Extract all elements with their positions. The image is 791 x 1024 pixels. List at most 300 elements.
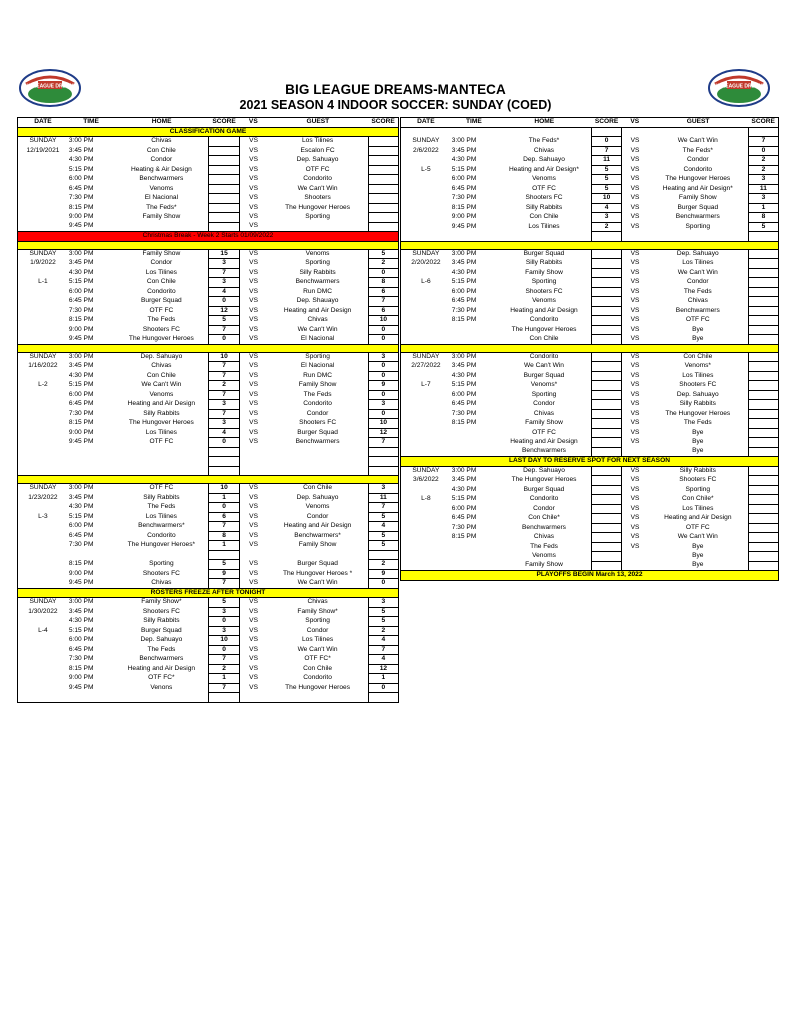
guest-team: Heating and Air Design*	[662, 184, 733, 192]
home-team: Con Chile*	[528, 514, 560, 521]
vs-label: VS	[630, 476, 640, 483]
game-date	[401, 203, 451, 213]
guest-score	[748, 561, 778, 571]
game-date	[401, 232, 451, 242]
guest-score: 0	[368, 579, 398, 589]
home-team: Family Show	[525, 561, 563, 569]
game-time: 9:45 PM	[68, 334, 94, 342]
game-row	[401, 232, 779, 242]
game-time: 3:00 PM	[68, 137, 94, 145]
column-header-vs: VS	[622, 118, 648, 128]
home-team	[114, 447, 209, 457]
game-time: 7:30 PM	[451, 194, 477, 201]
game-row	[401, 316, 779, 326]
home-team: Heating and Air Design	[127, 664, 196, 672]
game-row	[18, 693, 399, 703]
guest-team: Silly Rabbits	[679, 400, 716, 407]
game-row	[401, 165, 779, 175]
vs-label: VS	[630, 485, 640, 493]
game-time: 7:30 PM	[68, 194, 94, 201]
game-time: 3:00 PM	[451, 352, 477, 360]
guest-score: 3	[748, 194, 778, 204]
guest-score	[368, 165, 398, 175]
guest-team: We Can't Win	[677, 533, 718, 540]
game-date	[401, 485, 451, 495]
home-team: The Feds	[147, 316, 176, 323]
guest-score: 2	[368, 560, 398, 570]
home-score	[592, 249, 622, 259]
guest-score	[748, 533, 778, 543]
game-row	[18, 175, 399, 185]
home-team: Benchwarmers	[139, 175, 184, 182]
vs-label: VS	[249, 674, 258, 681]
home-score	[592, 533, 622, 543]
guest-score	[748, 428, 778, 438]
vs-label: VS	[630, 334, 640, 342]
game-time: 9:00 PM	[68, 325, 94, 333]
game-time: 5:15 PM	[68, 278, 94, 285]
guest-score: 1	[748, 203, 778, 213]
guest-score: 0	[368, 371, 398, 381]
guest-team: Bye	[692, 334, 704, 342]
home-score: 7	[209, 683, 239, 693]
separator-bar	[18, 241, 399, 249]
guest-team: Venoms	[305, 503, 330, 510]
game-row	[401, 476, 779, 486]
home-team: Condor	[150, 259, 173, 266]
column-header-date: DATE	[18, 118, 68, 128]
guest-score	[748, 523, 778, 533]
vs-label: VS	[630, 268, 640, 276]
guest-score: 3	[368, 598, 398, 608]
home-team: Dep. Sahuayo	[523, 466, 565, 474]
game-time: 3:45 PM	[68, 146, 94, 154]
vs-label: VS	[249, 156, 258, 163]
home-score	[592, 268, 622, 278]
home-score: 0	[209, 617, 239, 627]
game-row	[401, 371, 779, 381]
guest-team: Heating and Air Design	[664, 514, 732, 521]
game-date: SUNDAY	[412, 137, 440, 144]
game-time: 4:30 PM	[451, 268, 477, 276]
home-team	[114, 693, 209, 703]
guest-score	[748, 552, 778, 562]
home-score: 0	[209, 438, 239, 448]
game-row	[18, 203, 399, 213]
guest-score: 7	[368, 438, 398, 448]
column-header-time: TIME	[68, 118, 114, 128]
home-team: Burger Squad	[523, 485, 565, 493]
home-score	[592, 400, 622, 410]
game-time: 9:45 PM	[68, 683, 94, 691]
guest-score: 6	[368, 287, 398, 297]
home-team: Venoms	[532, 552, 556, 559]
guest-team: We Can't Win	[297, 184, 338, 192]
vs-label: VS	[630, 156, 640, 163]
guest-score	[748, 542, 778, 552]
guest-score: 10	[368, 316, 398, 326]
guest-team: Sporting	[305, 352, 330, 360]
home-score	[592, 371, 622, 381]
game-time: 9:00 PM	[451, 213, 477, 220]
game-date	[18, 636, 68, 646]
game-date	[401, 213, 451, 223]
guest-score: 5	[368, 541, 398, 551]
home-team: The Feds	[147, 503, 176, 510]
game-row	[18, 512, 399, 522]
schedule	[17, 117, 779, 790]
home-team: Family Show*	[141, 598, 182, 606]
guest-score	[748, 335, 778, 345]
game-row	[18, 213, 399, 223]
game-time	[68, 447, 114, 457]
guest-team: Escalon FC	[300, 146, 335, 154]
game-date	[401, 184, 451, 194]
vs-label: VS	[630, 259, 640, 266]
game-row	[18, 438, 399, 448]
guest-team: Con Chile*	[682, 495, 714, 502]
game-date: L-3	[38, 512, 48, 520]
game-date: L-2	[38, 381, 48, 388]
home-score: 7	[209, 655, 239, 665]
game-date	[18, 447, 68, 457]
home-score: 4	[209, 428, 239, 438]
guest-score: 3	[368, 484, 398, 494]
logo-text: BIG LEAGUE DREAMS	[711, 83, 767, 90]
home-team: The Hungover Heroes	[511, 476, 577, 483]
game-date: SUNDAY	[29, 352, 57, 360]
guest-team: We Can't Win	[677, 137, 718, 144]
game-time: 6:45 PM	[68, 297, 94, 304]
home-team: Heating and Air Design	[127, 400, 196, 407]
guest-score: 12	[368, 664, 398, 674]
home-score	[592, 381, 622, 391]
home-score: 4	[209, 287, 239, 297]
guest-team	[267, 693, 368, 703]
home-score: 0	[209, 335, 239, 345]
game-row	[401, 259, 779, 269]
home-score	[209, 165, 239, 175]
vs-label	[239, 693, 267, 703]
vs-label: VS	[249, 607, 258, 615]
game-row	[401, 249, 779, 259]
vs-label: VS	[630, 213, 640, 220]
vs-label: VS	[630, 523, 640, 531]
vs-label: VS	[249, 268, 258, 276]
guest-score: 5	[368, 607, 398, 617]
home-score: 3	[209, 400, 239, 410]
game-date	[18, 531, 68, 541]
game-date	[401, 156, 451, 166]
game-time	[451, 335, 497, 345]
home-score: 7	[209, 268, 239, 278]
vs-label: VS	[249, 316, 258, 323]
guest-team: The Hungover Heroes	[285, 203, 351, 211]
game-time: 3:00 PM	[451, 137, 477, 144]
guest-score: 10	[368, 419, 398, 429]
guest-score	[748, 352, 778, 362]
home-score: 7	[209, 390, 239, 400]
game-time	[451, 438, 497, 448]
home-score: 10	[209, 484, 239, 494]
guest-score: 8	[748, 213, 778, 223]
guest-score	[368, 222, 398, 232]
game-time: 4:30 PM	[68, 268, 94, 276]
guest-score	[368, 203, 398, 213]
home-team: Venoms	[532, 175, 556, 182]
game-row	[18, 541, 399, 551]
game-date: L-1	[38, 278, 48, 285]
game-time: 4:30 PM	[451, 371, 477, 379]
game-date	[401, 268, 451, 278]
home-score	[592, 232, 622, 242]
guest-score	[368, 175, 398, 185]
home-score	[592, 495, 622, 505]
home-score: 9	[209, 569, 239, 579]
game-time: 5:15 PM	[451, 381, 477, 388]
announcement-row	[401, 571, 779, 581]
guest-score: 4	[368, 655, 398, 665]
guest-score: 0	[368, 325, 398, 335]
guest-score: 6	[368, 306, 398, 316]
game-date: SUNDAY	[29, 137, 57, 145]
home-team: OTF FC	[149, 306, 174, 314]
game-time: 7:30 PM	[68, 409, 94, 417]
guest-team: Con Chile	[683, 352, 713, 360]
game-time: 3:45 PM	[68, 493, 94, 501]
guest-score	[368, 146, 398, 156]
game-date	[401, 552, 451, 562]
guest-team: Sporting	[305, 213, 330, 220]
vs-label: VS	[249, 664, 258, 672]
home-score: 0	[209, 645, 239, 655]
home-team: Benchwarmers	[522, 523, 566, 531]
home-score	[209, 184, 239, 194]
guest-team: Dep. Sahuayo	[296, 156, 339, 163]
game-date	[18, 287, 68, 297]
home-score	[592, 552, 622, 562]
guest-score	[748, 232, 778, 242]
game-date: SUNDAY	[29, 598, 57, 606]
game-row	[18, 137, 399, 147]
game-date	[401, 504, 451, 514]
game-time: 6:45 PM	[451, 297, 477, 304]
game-row	[18, 579, 399, 589]
game-date	[18, 617, 68, 627]
home-team: Chivas	[151, 578, 172, 586]
game-date	[18, 325, 68, 335]
game-time: 3:00 PM	[68, 352, 94, 360]
home-score	[592, 352, 622, 362]
game-time: 8:15 PM	[68, 203, 94, 211]
home-score: 3	[209, 607, 239, 617]
game-time: 3:45 PM	[68, 607, 94, 615]
game-time: 7:30 PM	[451, 523, 477, 531]
game-row	[401, 381, 779, 391]
home-team: Shooters FC	[142, 607, 180, 615]
home-team: Burger Squad	[523, 249, 565, 257]
guest-team: Bye	[692, 447, 704, 455]
game-row	[18, 287, 399, 297]
game-row	[18, 636, 399, 646]
guest-team: The Feds	[683, 419, 712, 426]
guest-team: Benchwarmers	[675, 213, 720, 220]
guest-score: 3	[748, 175, 778, 185]
vs-label: VS	[630, 381, 640, 388]
game-time: 3:00 PM	[68, 598, 94, 606]
home-team: Benchwarmers	[522, 447, 566, 455]
vs-label: VS	[249, 306, 258, 314]
column-header-vs: VS	[239, 118, 267, 128]
game-time: 6:00 PM	[68, 522, 94, 529]
home-score	[592, 306, 622, 316]
game-date	[18, 664, 68, 674]
home-team: Venoms	[149, 184, 174, 192]
game-time	[451, 561, 497, 571]
game-row	[401, 419, 779, 429]
guest-team: Shooters FC	[679, 381, 717, 388]
home-score: 5	[592, 175, 622, 185]
game-row	[18, 617, 399, 627]
guest-team: We Can't Win	[677, 268, 718, 276]
vs-label: VS	[630, 203, 640, 211]
game-row	[18, 560, 399, 570]
home-team: The Hungover Heroes	[128, 419, 194, 426]
game-row	[401, 325, 779, 335]
game-time: 5:15 PM	[68, 626, 94, 634]
home-score: 7	[209, 409, 239, 419]
game-date: 1/16/2022	[28, 362, 58, 369]
game-date: 3/6/2022	[413, 476, 439, 483]
guest-score: 3	[368, 352, 398, 362]
game-row	[401, 438, 779, 448]
vs-label: VS	[630, 504, 640, 512]
guest-score	[368, 447, 398, 457]
home-score	[592, 476, 622, 486]
game-date: L-6	[421, 278, 431, 285]
guest-team: Condor	[306, 626, 329, 634]
guest-score	[748, 495, 778, 505]
guest-score	[748, 419, 778, 429]
announcement-text: PLAYOFFS BEGIN March 13, 2022	[401, 571, 779, 581]
game-time: 6:00 PM	[68, 175, 94, 182]
home-score	[209, 222, 239, 232]
column-header-time: TIME	[451, 118, 497, 128]
guest-team: Sporting	[305, 617, 330, 624]
game-date	[18, 579, 68, 589]
home-score	[209, 194, 239, 204]
game-date	[18, 156, 68, 166]
game-time: 3:00 PM	[68, 484, 94, 492]
game-date: L-8	[421, 495, 431, 502]
guest-team: OTF FC	[685, 316, 710, 323]
home-team: Heating and Air Design	[510, 438, 578, 445]
home-team: Dep. Sahuayo	[523, 156, 565, 163]
game-row	[18, 222, 399, 232]
guest-score: 7	[368, 645, 398, 655]
game-row	[401, 203, 779, 213]
game-row	[18, 335, 399, 345]
game-date	[401, 306, 451, 316]
game-row	[401, 268, 779, 278]
vs-label: VS	[249, 560, 258, 567]
home-team: Venoms*	[530, 381, 558, 388]
home-score: 4	[592, 203, 622, 213]
home-team: Heating and Air Design*	[508, 165, 579, 173]
guest-score: 5	[368, 531, 398, 541]
vs-label: VS	[249, 165, 258, 173]
game-row	[401, 428, 779, 438]
guest-score	[748, 371, 778, 381]
vs-label: VS	[249, 598, 258, 606]
guest-score	[748, 362, 778, 372]
home-team: Dep. Sahuayo	[140, 636, 183, 643]
game-time	[68, 693, 114, 703]
game-date	[401, 316, 451, 326]
home-score	[592, 325, 622, 335]
game-time: 6:00 PM	[68, 636, 94, 643]
game-row	[401, 335, 779, 345]
vs-label: VS	[630, 287, 640, 295]
vs-label: VS	[630, 175, 640, 182]
announcement-row	[18, 232, 399, 242]
guest-team: The Hungover Heroes	[665, 175, 731, 182]
home-team: Los Tilines	[145, 512, 177, 520]
game-row	[18, 664, 399, 674]
home-score: 7	[209, 371, 239, 381]
game-time: 3:00 PM	[451, 466, 477, 474]
game-row	[18, 626, 399, 636]
game-time	[68, 457, 114, 467]
game-date: 12/19/2021	[26, 146, 60, 154]
guest-team: Los Tilines	[682, 504, 714, 512]
guest-team: Con Chile	[303, 664, 333, 672]
guest-team: Shooters FC	[299, 419, 337, 426]
home-team: The Feds*	[146, 203, 177, 211]
guest-score: 5	[368, 512, 398, 522]
game-date	[18, 683, 68, 693]
game-date	[401, 325, 451, 335]
game-row	[18, 503, 399, 513]
game-row	[18, 531, 399, 541]
guest-score: 0	[368, 390, 398, 400]
game-row	[401, 156, 779, 166]
guest-team	[648, 232, 749, 242]
guest-team: Bye	[692, 428, 704, 436]
game-date	[18, 222, 68, 232]
announcement-row	[18, 588, 399, 598]
guest-score	[748, 306, 778, 316]
home-score	[209, 137, 239, 147]
vs-label: VS	[630, 400, 640, 407]
game-row	[18, 165, 399, 175]
game-row	[18, 156, 399, 166]
guest-score	[748, 485, 778, 495]
guest-score: 7	[368, 297, 398, 307]
vs-label: VS	[630, 165, 640, 173]
guest-score: 2	[368, 259, 398, 269]
guest-team: Burger Squad	[297, 560, 338, 567]
vs-label	[239, 550, 267, 560]
guest-team: Run DMC	[303, 371, 333, 379]
game-row	[18, 249, 399, 259]
game-row	[18, 194, 399, 204]
guest-score: 2	[748, 165, 778, 175]
column-header-row	[18, 118, 399, 128]
game-row	[401, 552, 779, 562]
home-team: El Nacional	[144, 194, 179, 201]
home-score	[592, 335, 622, 345]
